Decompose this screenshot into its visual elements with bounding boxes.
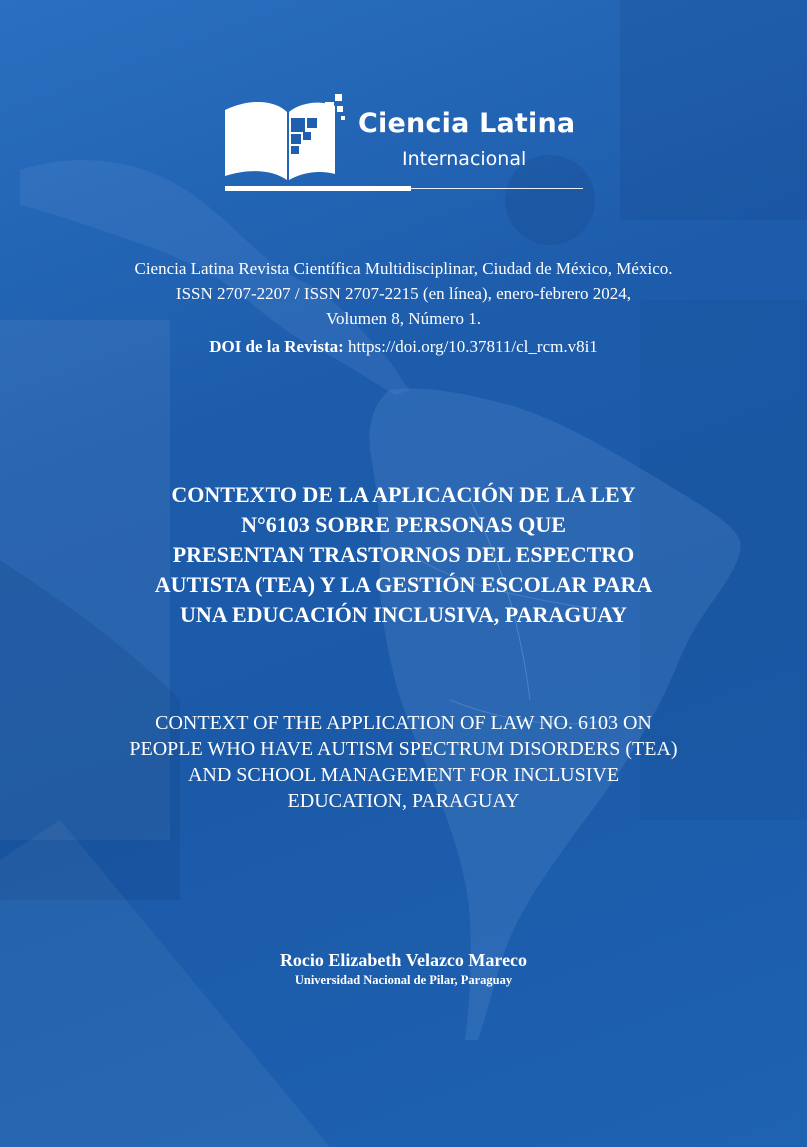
- logo-title: Ciencia Latina: [358, 108, 576, 139]
- journal-info-line: ISSN 2707-2207 / ISSN 2707-2215 (en línea), enero-febrero 2024,: [175, 284, 632, 303]
- title-english-line: AND SCHOOL MANAGEMENT FOR INCLUSIVE: [187, 764, 620, 786]
- logo-underline-thick: [225, 186, 411, 191]
- title-english-line: CONTEXT OF THE APPLICATION OF LAW NO. 6103 ON: [155, 712, 652, 734]
- ciencia-latina-logo: [225, 92, 590, 197]
- title-spanish-line: AUTISTA (TEA) Y LA GESTIÓN ESCOLAR PARA: [154, 572, 653, 597]
- logo-underline-thin: [411, 188, 583, 189]
- journal-info-line: Ciencia Latina Revista Científica Multidisciplinar, Ciudad de México, México.: [134, 259, 673, 278]
- doi-line: [0, 337, 807, 357]
- logo-subtitle: Internacional: [402, 148, 527, 170]
- doi-link[interactable]: https://doi.org/10.37811/cl_rcm.v8i1: [348, 337, 598, 356]
- doi-label: DOI de la Revista:: [209, 337, 344, 356]
- title-english-line: PEOPLE WHO HAVE AUTISM SPECTRUM DISORDERS (TEA): [129, 738, 678, 760]
- title-english: [0, 710, 807, 814]
- title-english-line: EDUCATION, PARAGUAY: [287, 790, 520, 812]
- journal-info-line: Volumen 8, Número 1.: [325, 309, 482, 328]
- title-spanish: [0, 480, 807, 630]
- title-spanish-line: UNA EDUCACIÓN INCLUSIVA, PARAGUAY: [180, 602, 627, 627]
- title-spanish-line: N°6103 SOBRE PERSONAS QUE: [241, 512, 566, 537]
- open-book-logo-icon: [225, 92, 350, 184]
- title-spanish-line: CONTEXTO DE LA APLICACIÓN DE LA LEY: [171, 482, 636, 507]
- author-affiliation: Universidad Nacional de Pilar, Paraguay: [294, 973, 513, 987]
- author-name: Rocio Elizabeth Velazco Mareco: [279, 950, 528, 970]
- title-spanish-line: PRESENTAN TRASTORNOS DEL ESPECTRO: [172, 542, 635, 567]
- journal-info: [0, 256, 807, 331]
